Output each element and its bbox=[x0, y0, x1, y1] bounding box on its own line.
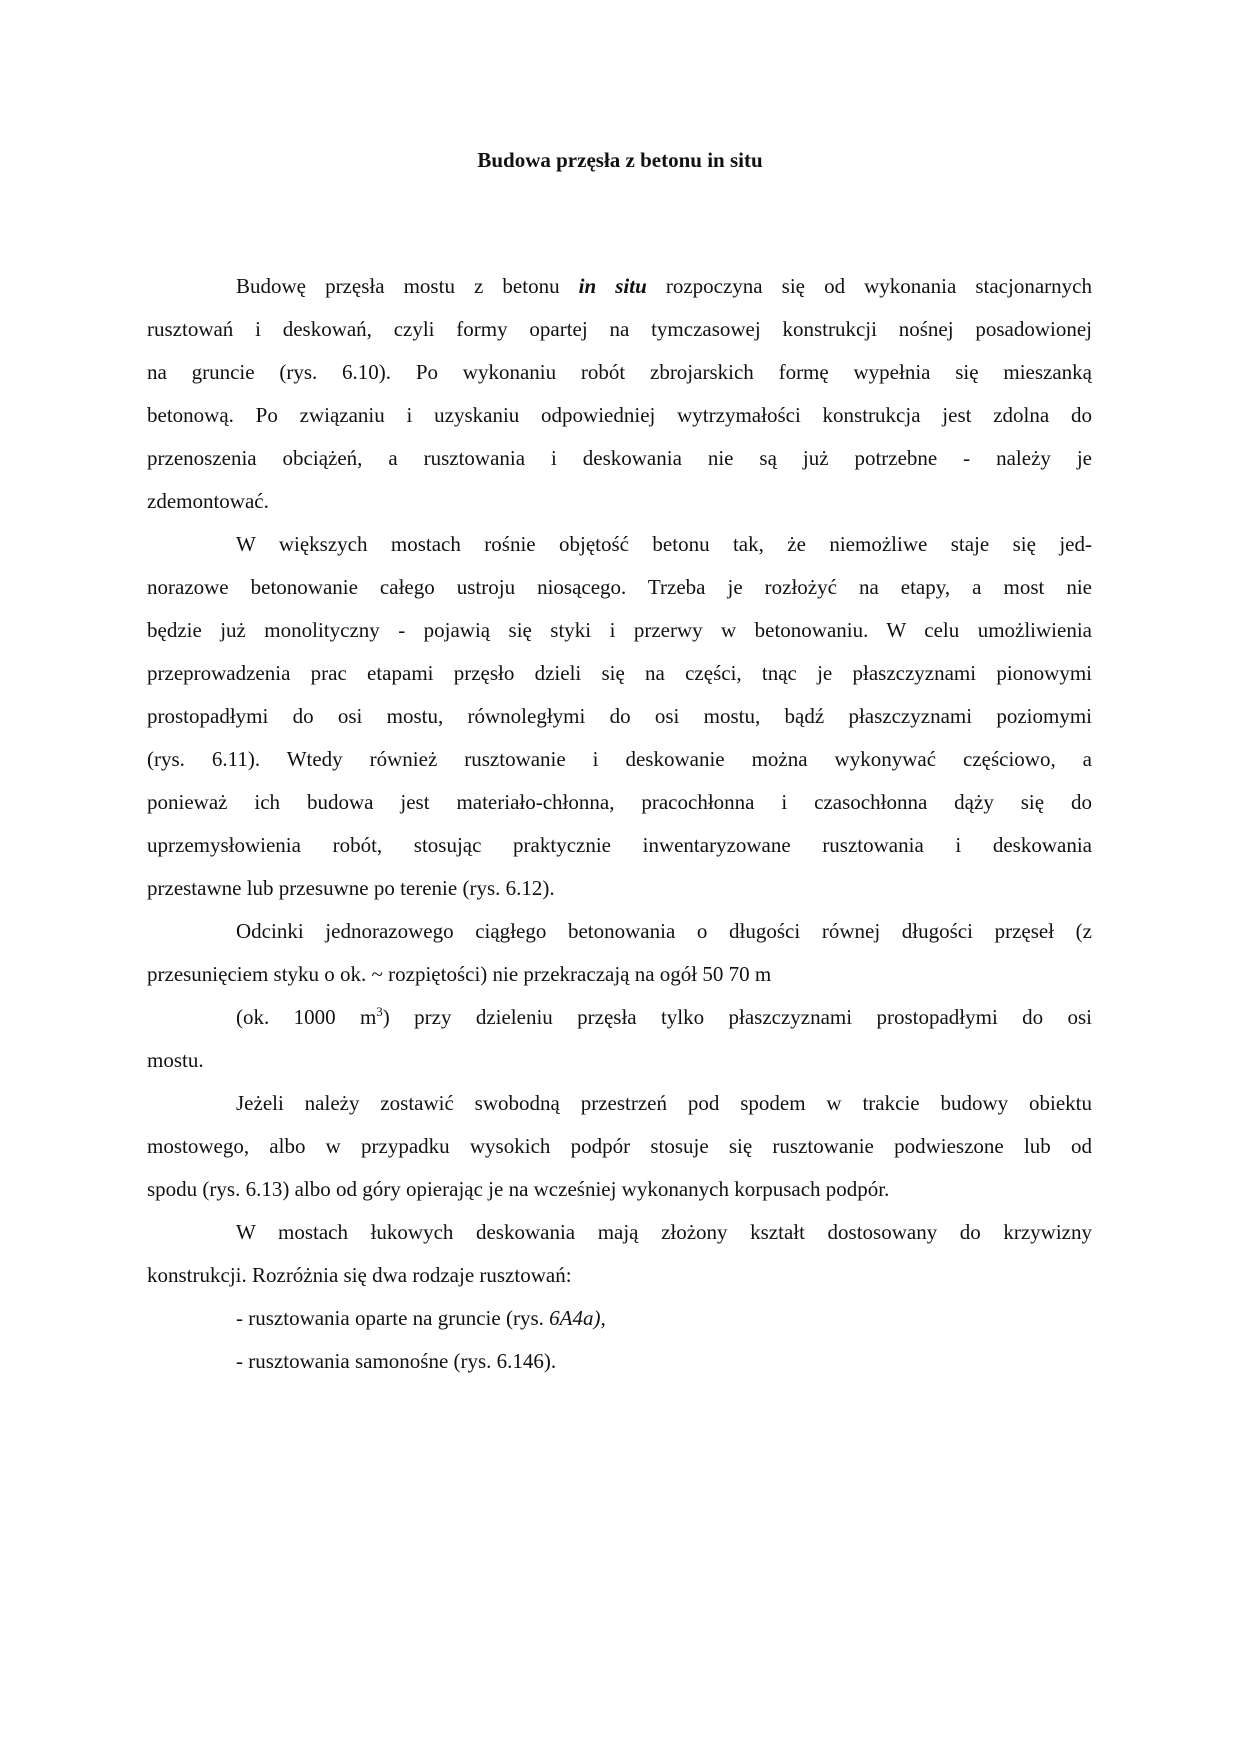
text-segment: mostowego, albo w przypadku wysokich podpór stosuje się rusztowanie podwieszone lub od bbox=[147, 1134, 1092, 1158]
text-line bbox=[147, 1177, 1092, 1201]
text-segment: (ok. 1000 m bbox=[236, 1005, 377, 1029]
text-line bbox=[147, 747, 1092, 771]
text-segment: (rys. 6.11). Wtedy również rusztowanie i deskowanie można wykonywać częściowo, a bbox=[147, 747, 1092, 771]
text-line bbox=[147, 575, 1092, 599]
superscript: 3 bbox=[376, 1004, 383, 1019]
text-segment: rusztowań i deskowań, czyli formy opartej na tymczasowej konstrukcji nośnej posadowionej bbox=[147, 317, 1092, 341]
text-line bbox=[236, 1349, 1092, 1373]
text-line bbox=[147, 317, 1092, 341]
text-line bbox=[236, 1306, 1092, 1330]
text-segment: norazowe betonowanie całego ustroju niosącego. Trzeba je rozłożyć na etapy, a most nie bbox=[147, 575, 1092, 599]
text-line bbox=[236, 1091, 1092, 1115]
text-segment: przeprowadzenia prac etapami przęsło dzieli się na części, tnąc je płaszczyznami pionowymi bbox=[147, 661, 1092, 685]
text-line bbox=[147, 489, 1092, 513]
text-segment: - rusztowania oparte na gruncie (rys. bbox=[236, 1306, 550, 1330]
text-segment: Budowę przęsła mostu z betonu bbox=[236, 274, 579, 298]
text-line bbox=[147, 1134, 1092, 1158]
text-segment: ) przy dzieleniu przęsła tylko płaszczyznami prostopadłymi do osi bbox=[382, 1005, 1092, 1029]
text-line bbox=[236, 1220, 1092, 1244]
text-line bbox=[147, 360, 1092, 384]
text-segment: - rusztowania samonośne (rys. 6.146). bbox=[236, 1349, 557, 1373]
document-title: Budowa przęsła z betonu in situ bbox=[477, 148, 763, 172]
emphasis-text: 6A4a), bbox=[549, 1306, 606, 1330]
text-line bbox=[147, 618, 1092, 642]
text-segment: będzie już monolityczny - pojawią się styki i przerwy w betonowaniu. W celu umożliwienia bbox=[147, 618, 1092, 642]
text-line bbox=[147, 1263, 1092, 1287]
text-line bbox=[236, 1005, 1092, 1029]
text-segment: zdemontować. bbox=[147, 489, 269, 513]
text-segment: konstrukcji. Rozróżnia się dwa rodzaje rusztowań: bbox=[147, 1263, 572, 1287]
text-segment: na gruncie (rys. 6.10). Po wykonaniu robót zbrojarskich formę wypełnia się mieszanką bbox=[147, 360, 1092, 384]
text-line bbox=[147, 876, 1092, 900]
text-segment: mostu. bbox=[147, 1048, 204, 1072]
emphasis-text: in situ bbox=[578, 274, 647, 298]
text-segment: Odcinki jednorazowego ciągłego betonowania o długości równej długości przęseł (z bbox=[236, 919, 1092, 943]
text-segment: uprzemysłowienia robót, stosując praktycznie inwentaryzowane rusztowania i deskowania bbox=[147, 833, 1092, 857]
text-segment: rozpoczyna się od wykonania stacjonarnych bbox=[646, 274, 1092, 298]
text-segment: przenoszenia obciążeń, a rusztowania i deskowania nie są już potrzebne - należy je bbox=[147, 446, 1092, 470]
text-line bbox=[236, 274, 1092, 298]
text-segment: ponieważ ich budowa jest materiało-chłonna, pracochłonna i czasochłonna dąży się do bbox=[147, 790, 1092, 814]
text-segment: przestawne lub przesuwne po terenie (rys. 6.12). bbox=[147, 876, 555, 900]
text-segment: betonową. Po związaniu i uzyskaniu odpowiedniej wytrzymałości konstrukcja jest zdolna do bbox=[147, 403, 1092, 427]
text-segment: Jeżeli należy zostawić swobodną przestrzeń pod spodem w trakcie budowy obiektu bbox=[236, 1091, 1092, 1115]
text-line bbox=[147, 1048, 1092, 1072]
text-line bbox=[147, 790, 1092, 814]
text-line bbox=[147, 833, 1092, 857]
text-segment: przesunięciem styku o ok. ~ rozpiętości) nie przekraczają na ogół 50 70 m bbox=[147, 962, 772, 986]
text-line bbox=[147, 962, 1092, 986]
text-segment: spodu (rys. 6.13) albo od góry opierając je na wcześniej wykonanych korpusach podpór. bbox=[147, 1177, 890, 1201]
text-line bbox=[147, 661, 1092, 685]
text-line bbox=[147, 403, 1092, 427]
text-line bbox=[147, 704, 1092, 728]
text-line bbox=[236, 919, 1092, 943]
text-line bbox=[147, 446, 1092, 470]
text-segment: prostopadłymi do osi mostu, równoległymi do osi mostu, bądź płaszczyznami poziomymi bbox=[147, 704, 1092, 728]
text-line bbox=[236, 532, 1092, 556]
text-segment: W mostach łukowych deskowania mają złożony kształt dostosowany do krzywizny bbox=[236, 1220, 1092, 1244]
text-segment: W większych mostach rośnie objętość betonu tak, że niemożliwe staje się jed- bbox=[236, 532, 1092, 556]
